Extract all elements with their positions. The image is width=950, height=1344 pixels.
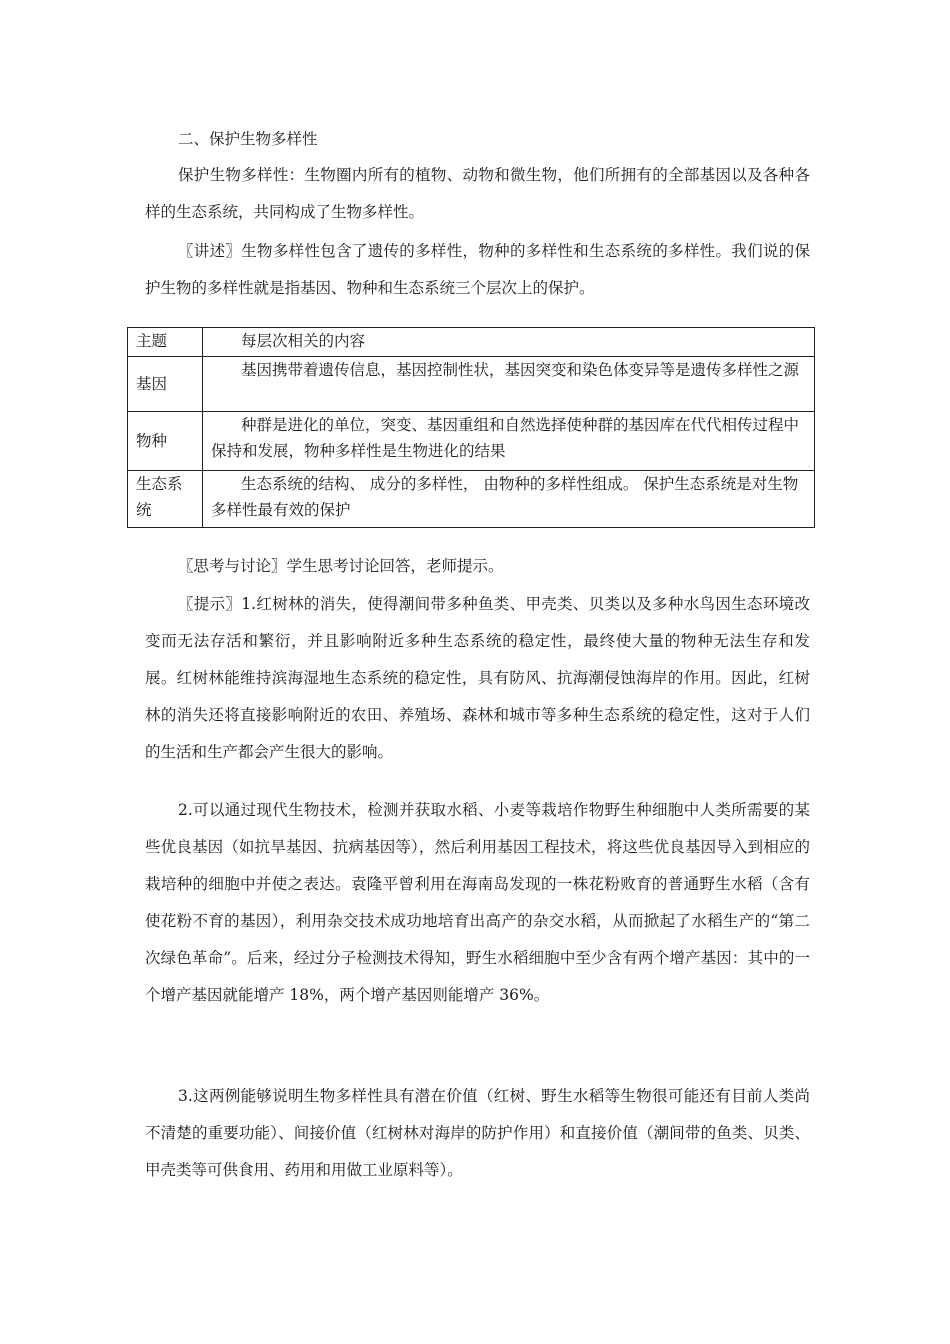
- header-topic-cell: 主题: [128, 328, 203, 357]
- table-header-row: [128, 328, 815, 357]
- header-content-cell: 每层次相关的内容: [203, 328, 815, 357]
- table-row: [128, 412, 815, 471]
- content-cell: 种群是进化的单位，突变、基因重组和自然选择使种群的基因库在代代相传过程中保持和发展，物种多样性是生物进化的结果: [203, 412, 815, 471]
- content-cell: 生态系统的结构、 成分的多样性， 由物种的多样性组成。 保护生态系统是对生物多样性最有效的保护: [203, 471, 815, 528]
- hint-paragraph-1: 〖提示〗1.红树林的消失，使得潮间带多种鱼类、甲壳类、贝类以及多种水鸟因生态环境改变而无法存活和繁衍，并且影响附近多种生态系统的稳定性，最终使大量的物种无法生存和发展。红树林能维持滨海湿地生态系统的稳定性，具有防风、抗海潮侵蚀海岸的作用。因此，红树林的消失还将直接影响附近的农田、养殖场、森林和城市等多种生态系统的稳定性，这对于人们的生活和生产都会产生很大的影响。: [145, 595, 810, 761]
- topic-cell: 生态系统: [128, 471, 203, 528]
- table-row: [128, 471, 815, 528]
- hint-paragraph-3: 3.这两例能够说明生物多样性具有潜在价值（红树、野生水稻等生物很可能还有目前人类尚不清楚的重要功能）、间接价值（红树林对海岸的防护作用）和直接价值（潮间带的鱼类、贝类、甲壳类等可供食用、药用和用做工业原料等）。: [145, 1087, 810, 1179]
- section-heading: 二、保护生物多样性: [178, 130, 318, 148]
- definition-paragraph: 保护生物多样性：生物圈内所有的植物、动物和微生物，他们所拥有的全部基因以及各种各样的生态系统，共同构成了生物多样性。: [145, 166, 810, 221]
- content-cell: 基因携带着遗传信息，基因控制性状，基因突变和染色体变异等是遗传多样性之源: [203, 357, 815, 412]
- diversity-levels-table: [127, 327, 815, 528]
- discussion-prompt: 〖思考与讨论〗学生思考讨论回答，老师提示。: [178, 557, 504, 575]
- lecture-paragraph: 〖讲述〗生物多样性包含了遗传的多样性，物种的多样性和生态系统的多样性。我们说的保护生物的多样性就是指基因、物种和生态系统三个层次上的保护。: [145, 242, 810, 297]
- topic-cell: 基因: [128, 357, 203, 412]
- hint-paragraph-2: 2.可以通过现代生物技术，检测并获取水稻、小麦等栽培作物野生种细胞中人类所需要的某些优良基因（如抗旱基因、抗病基因等），然后利用基因工程技术，将这些优良基因导入到相应的栽培种的细胞中并使之表达。袁隆平曾利用在海南岛发现的一株花粉败育的普通野生水稻（含有使花粉不育的基因），利用杂交技术成功地培育出高产的杂交水稻，从而掀起了水稻生产的“第二次绿色革命”。后来，经过分子检测技术得知，野生水稻细胞中至少含有两个增产基因：其中的一个增产基因就能增产 18%，两个增产基因则能增产 36%。: [145, 801, 810, 1004]
- table-row: [128, 357, 815, 412]
- topic-cell: 物种: [128, 412, 203, 471]
